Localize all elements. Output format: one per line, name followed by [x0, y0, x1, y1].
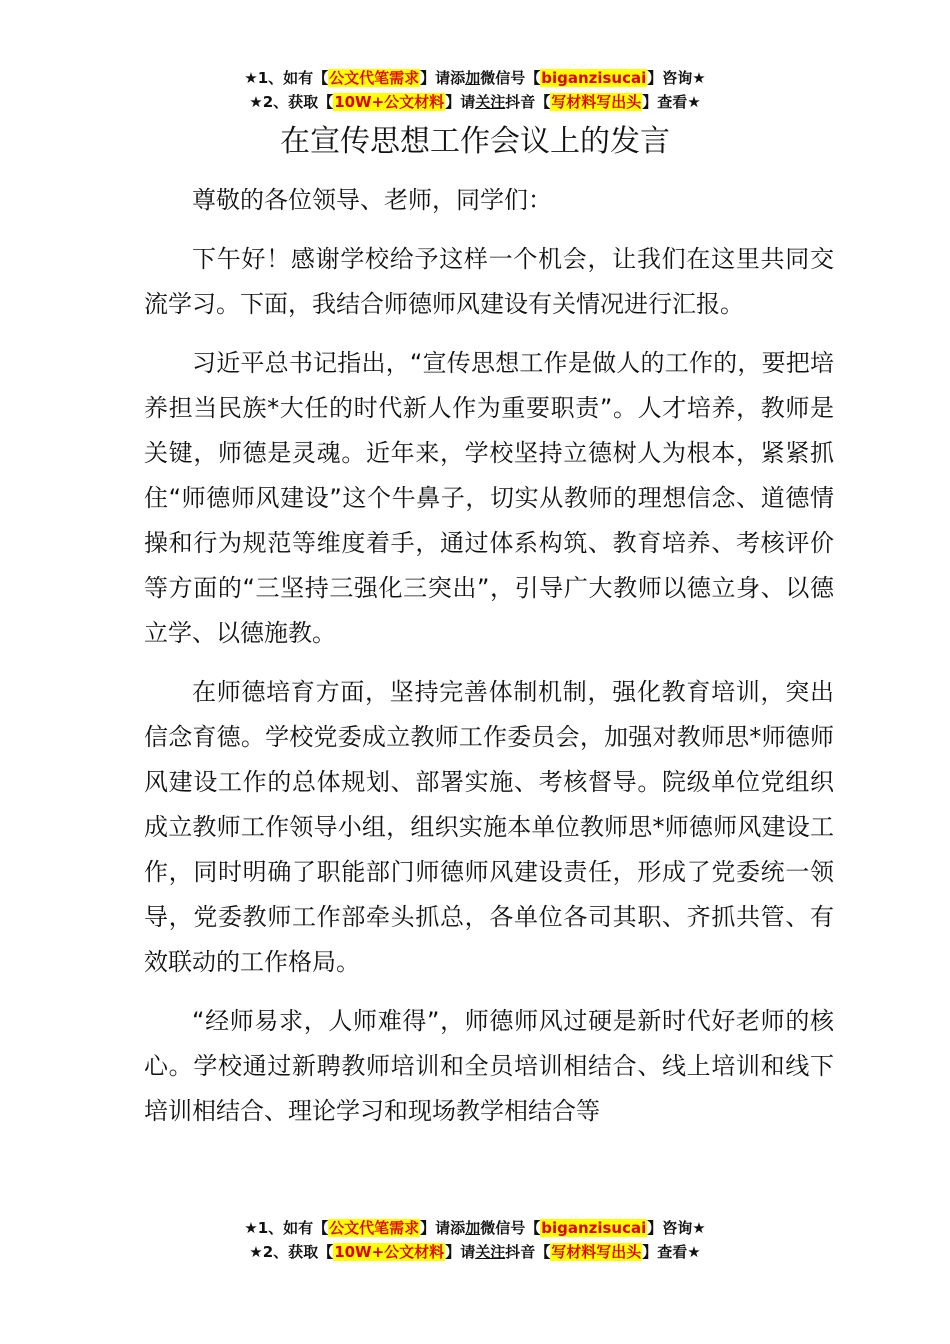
- promo-wechat-id: biganzisucai: [541, 69, 647, 87]
- promo-text: 】查看★: [642, 1243, 701, 1261]
- body-paragraph: “经师易求，人师难得”，师德师风过硬是新时代好老师的核心。学校通过新聘教师培训和全员培训相结合、线上培训和线下培训相结合、理论学习和现场教学相结合等: [144, 1007, 834, 1125]
- promo-douyin-id: 写材料写出头: [551, 93, 642, 111]
- promo-highlight: 公文代笔需求: [329, 69, 420, 87]
- bottom-promo-banner: [0, 1216, 950, 1264]
- salutation: 尊敬的各位领导、老师，同学们：: [192, 186, 552, 214]
- promo-highlight: 公文代笔需求: [329, 1219, 420, 1237]
- promo-text: 抖音【: [505, 1243, 551, 1261]
- promo-highlight: 10W+公文材料: [334, 93, 445, 111]
- promo-underline: 加: [465, 69, 481, 87]
- promo-text: 】请添: [420, 1219, 466, 1237]
- promo-text: 】请: [445, 1243, 476, 1261]
- promo-text: 】咨询★: [647, 1219, 706, 1237]
- promo-text: 】咨询★: [647, 69, 706, 87]
- document-title: 在宣传思想工作会议上的发言: [280, 124, 670, 159]
- promo-text: 】查看★: [642, 93, 701, 111]
- promo-line-2: [0, 90, 950, 114]
- promo-text: 】请: [445, 93, 476, 111]
- body-paragraph: 下午好！感谢学校给予这样一个机会，让我们在这里共同交流学习。下面，我结合师德师风建设有关情况进行汇报。: [144, 245, 834, 318]
- promo-line-2: [0, 1240, 950, 1264]
- promo-douyin-id: 写材料写出头: [551, 1243, 642, 1261]
- promo-text: ★2、获取【: [249, 93, 334, 111]
- promo-text: 微信号【: [480, 69, 541, 87]
- promo-underline: 关注: [475, 1243, 506, 1261]
- promo-wechat-id: biganzisucai: [541, 1219, 647, 1237]
- promo-text: 抖音【: [505, 93, 551, 111]
- body-paragraph: 在师德培育方面，坚持完善体制机制，强化教育培训，突出信念育德。学校党委成立教师工作委员会，加强对教师思*师德师风建设工作的总体规划、部署实施、考核督导。院级单位党组织成立教师工作领导小组，组织实施本单位教师思*师德师风建设工作，同时明确了职能部门师德师风建设责任，形成了党委统一领导，党委教师工作部牵头抓总，各单位各司其职、齐抓共管、有效联动的工作格局。: [144, 678, 834, 976]
- promo-underline: 加: [465, 1219, 481, 1237]
- body-paragraph: 习近平总书记指出，“宣传思想工作是做人的工作的，要把培养担当民族*大任的时代新人作为重要职责”。人才培养，教师是关键，师德是灵魂。近年来，学校坚持立德树人为根本，紧紧抓住“师德师风建设”这个牛鼻子，切实从教师的理想信念、道德情操和行为规范等维度着手，通过体系构筑、教育培养、考核评价等方面的“三坚持三强化三突出”，引导广大教师以德立身、以德立学、以德施教。: [144, 349, 834, 647]
- promo-text: ★1、如有【: [244, 69, 329, 87]
- promo-text: ★1、如有【: [244, 1219, 329, 1237]
- top-promo-banner: [0, 66, 950, 114]
- document-body: [144, 178, 834, 1148]
- promo-underline: 关注: [475, 93, 506, 111]
- promo-line-1: [0, 1216, 950, 1240]
- promo-text: 】请添: [420, 69, 466, 87]
- promo-text: 微信号【: [480, 1219, 541, 1237]
- promo-text: ★2、获取【: [249, 1243, 334, 1261]
- promo-highlight: 10W+公文材料: [334, 1243, 445, 1261]
- promo-line-1: [0, 66, 950, 90]
